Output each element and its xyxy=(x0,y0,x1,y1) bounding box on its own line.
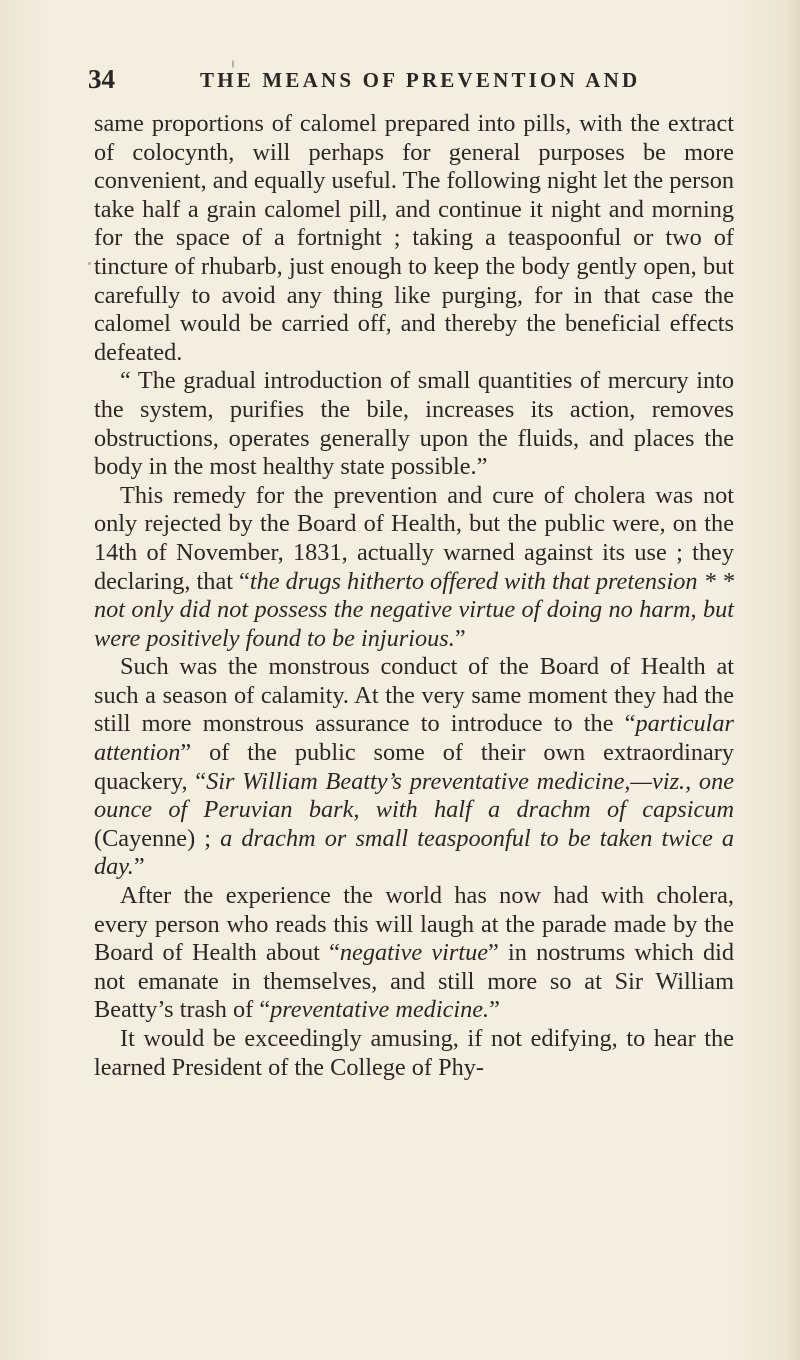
italic-text: negative virtue xyxy=(339,939,489,967)
text-run: ” of the public some of their own extraordinary quackery, “ xyxy=(94,739,734,795)
text-run: same proportions of calomel prepared into pills, with the extract of colocynth, will perhaps for general purposes be more convenient, and equally useful. The following night let the person take half a grain calomel pill, and continue it night and morning for the space of a fortnight ; taking a teaspoonful or two of tincture of rhubarb, just enough to keep the body gently open, but carefully to avoid any thing like purging, for in that case the calomel would be carried off, and thereby the beneficial effects defeated. xyxy=(94,110,734,366)
text-run: It would be exceedingly amusing, if not edifying, to hear the learned President of the College of Phy- xyxy=(94,1025,734,1081)
text-run: ” in nostrums which did not emanate in themselves, and still more so at Sir William Beatty’s trash of “ xyxy=(94,939,734,1024)
text-run: ” xyxy=(133,853,145,881)
italic-text: preventative medicine. xyxy=(270,996,490,1024)
text-run: “ The gradual introduction of small quantities of mercury into the system, purifies the bile, increases its action, removes obstructions, operates generally upon the fluids, and places the body in the most healthy state possible.” xyxy=(94,367,734,481)
text-run: After the experience the world has now had with cholera, every person who reads this will laugh at the parade made by the Board of Health about “ xyxy=(94,882,734,967)
paragraph xyxy=(94,882,734,1025)
body-text xyxy=(94,110,734,1082)
italic-text: a drachm or small teaspoonful to be taken twice a day. xyxy=(94,824,734,881)
paragraph xyxy=(94,653,734,882)
paragraph xyxy=(94,110,734,367)
paragraph xyxy=(94,1025,734,1082)
italic-text: Sir William Beatty’s preventative medicine,—viz., one ounce of Peruvian bark, with half a drachm of capsicum xyxy=(94,767,734,824)
page-edge-shadow xyxy=(786,0,800,1360)
italic-text: particular attention xyxy=(94,710,734,767)
text-run: ” xyxy=(454,624,466,652)
text-run: This remedy for the prevention and cure of cholera was not only rejected by the Board of Health, but the public were, on the 14th of November, 1831, actually warned against its use ; they declaring, that “ xyxy=(94,481,734,595)
paragraph xyxy=(94,482,734,654)
paragraph xyxy=(94,367,734,481)
text-run: (Cayenne) ; xyxy=(94,824,221,852)
paper-speck xyxy=(88,262,91,265)
italic-text: the drugs hitherto offered with that pretension * * not only did not possess the negative virtue of doing no harm, but were positively found to be injurious. xyxy=(94,567,734,652)
running-head: THE MEANS OF PREVENTION AND xyxy=(200,68,641,92)
paper-speck xyxy=(232,60,234,68)
page-header xyxy=(88,64,728,98)
page-number: 34 xyxy=(88,64,115,94)
text-run: ” xyxy=(489,996,500,1024)
text-run: Such was the monstrous conduct of the Board of Health at such a season of calamity. At the very same moment they had the still more monstrous assurance to introduce to the “ xyxy=(94,653,734,738)
